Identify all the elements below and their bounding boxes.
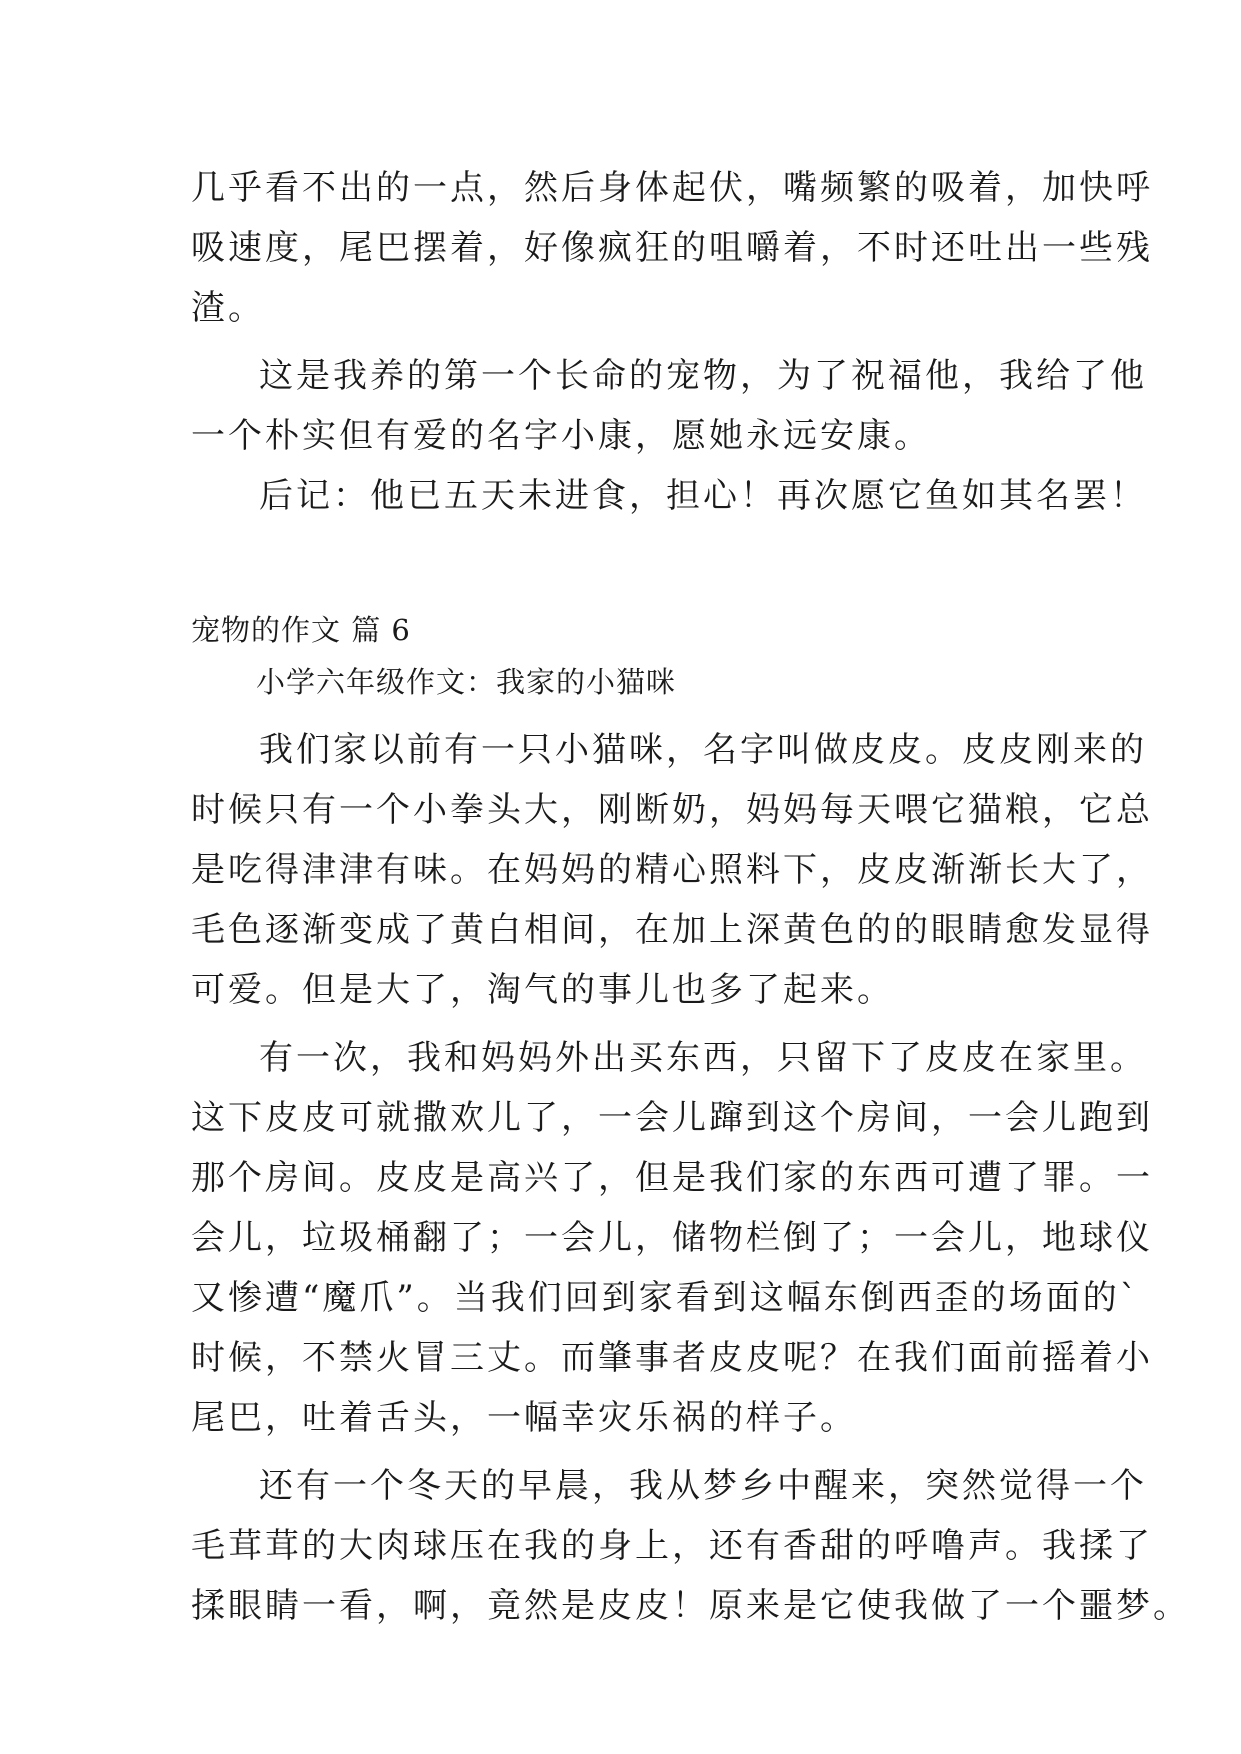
paragraph-line: 揉眼睛一看，啊，竟然是皮皮！原来是它使我做了一个噩梦。 (191, 1586, 1190, 1626)
paragraph-pet-name (191, 346, 1147, 466)
paragraph-postscript (191, 466, 1147, 526)
paragraph-line: 我们家以前有一只小猫咪，名字叫做皮皮。皮皮刚来的 (259, 730, 1147, 770)
paragraph-line: 还有一个冬天的早晨，我从梦乡中醒来，突然觉得一个 (259, 1466, 1147, 1506)
paragraph-line: 尾巴，吐着舌头，一幅幸灾乐祸的样子。 (191, 1398, 857, 1438)
paragraph-line: 时候只有一个小拳头大，刚断奶，妈妈每天喂它猫粮，它总 (191, 790, 1153, 830)
paragraph-cat-winter (191, 1456, 1190, 1636)
paragraph-cat-intro (191, 720, 1153, 1020)
paragraph-line: 这下皮皮可就撒欢儿了，一会儿蹿到这个房间，一会儿跑到 (191, 1098, 1153, 1138)
paragraph-line: 几乎看不出的一点，然后身体起伏，嘴频繁的吸着，加快呼 (191, 168, 1153, 208)
paragraph-line: 一个朴实但有爱的名字小康，愿她永远安康。 (191, 416, 931, 456)
paragraph-line: 毛色逐渐变成了黄白相间，在加上深黄色的的眼睛愈发显得 (191, 910, 1153, 950)
paragraph-line: 时候，不禁火冒三丈。而肇事者皮皮呢？在我们面前摇着小 (191, 1338, 1153, 1378)
paragraph-line: 吸速度，尾巴摆着，好像疯狂的咀嚼着，不时还吐出一些残 (191, 228, 1153, 268)
section-heading: 宠物的作文 篇 6 (191, 613, 411, 647)
paragraph-line: 那个房间。皮皮是高兴了，但是我们家的东西可遭了罪。一 (191, 1158, 1153, 1198)
paragraph-line: 会儿，垃圾桶翻了；一会儿，储物栏倒了；一会儿，地球仪 (191, 1218, 1153, 1258)
paragraph-line: 可爱。但是大了，淘气的事儿也多了起来。 (191, 970, 894, 1010)
document-page (191, 158, 1190, 1636)
paragraph-line: 这是我养的第一个长命的宠物，为了祝福他，我给了他 (259, 356, 1147, 396)
paragraph-line: 又惨遭“魔爪”。当我们回到家看到这幅东倒西歪的场面的` (191, 1278, 1140, 1318)
paragraph-line: 渣。 (191, 288, 265, 328)
section-subtitle: 小学六年级作文：我家的小猫咪 (256, 665, 677, 699)
paragraph-cat-mischief (191, 1028, 1153, 1448)
paragraph-line: 是吃得津津有味。在妈妈的精心照料下，皮皮渐渐长大了， (191, 850, 1153, 890)
paragraph-line: 有一次，我和妈妈外出买东西，只留下了皮皮在家里。 (259, 1038, 1147, 1078)
paragraph-line: 毛茸茸的大肉球压在我的身上，还有香甜的呼噜声。我揉了 (191, 1526, 1153, 1566)
paragraph-line: 后记：他已五天未进食，担心！再次愿它鱼如其名罢！ (259, 476, 1147, 516)
paragraph-fish-ending (191, 158, 1153, 338)
